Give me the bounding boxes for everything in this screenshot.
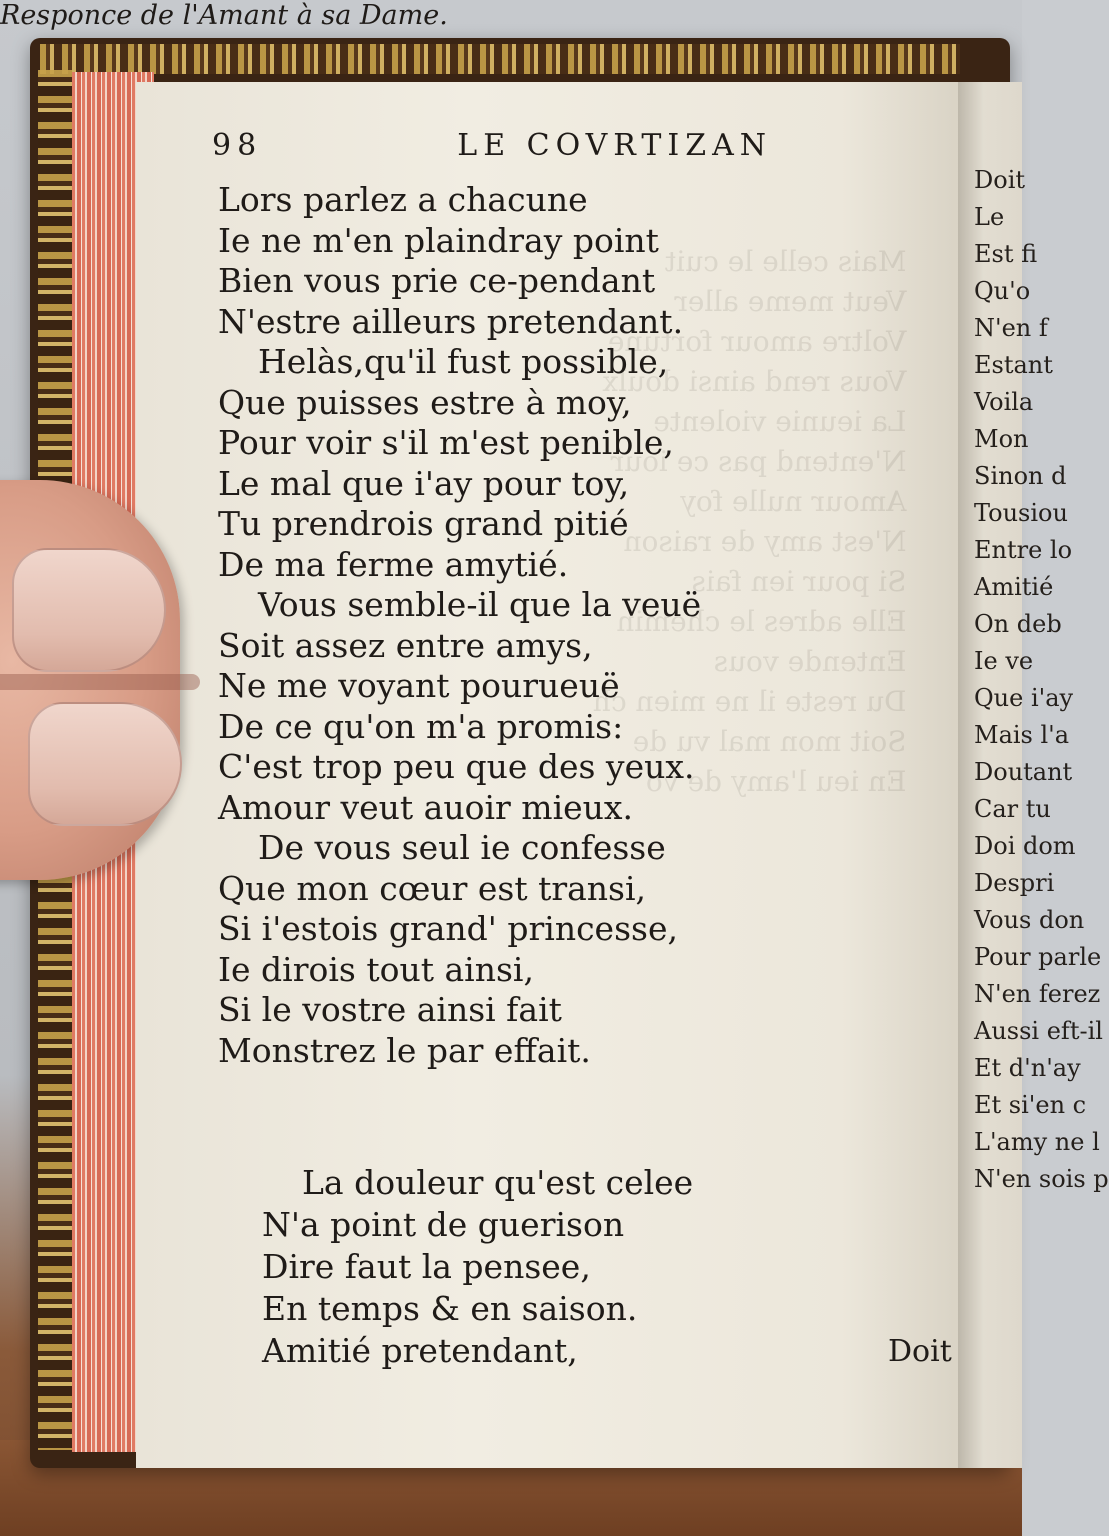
- verse-line: Monstrez le par effait.: [218, 1030, 591, 1070]
- facing-page-line: Tousiou: [974, 499, 1068, 527]
- verse-line: C'est trop peu que des yeux.: [218, 747, 695, 786]
- verse-line: Ie ne m'en plaindray point: [218, 220, 659, 260]
- verse-line: De vous seul ie confesse: [258, 828, 666, 867]
- finger-nail: [12, 548, 166, 672]
- facing-page-line: Voila: [974, 388, 1034, 416]
- verse-line: Amitié pretendant,: [262, 1331, 578, 1370]
- verse-line: Que mon cœur est transi,: [218, 868, 647, 908]
- verse-line: De ma ferme amytié.: [218, 544, 569, 584]
- facing-page-line: Despri: [974, 869, 1055, 897]
- verse-top: [218, 180, 701, 1071]
- facing-page-line: Pour parle: [974, 943, 1102, 971]
- facing-page-line: N'en ferez: [974, 980, 1101, 1008]
- verse-line: La douleur qu'est celee: [302, 1163, 694, 1202]
- verse-line: Soit assez entre amys,: [218, 625, 593, 665]
- verse-bottom: [262, 1162, 693, 1372]
- gilt-top-edge: [40, 44, 960, 74]
- facing-page-line: N'en sois p: [974, 1165, 1109, 1193]
- verse-line: Lors parlez a chacune: [218, 180, 588, 219]
- section-heading: Responce de l'Amant à sa Dame.: [0, 0, 448, 31]
- facing-page-line: Vous don: [974, 906, 1085, 934]
- facing-page-line: On deb: [974, 610, 1062, 638]
- verse-line: Dire faut la pensee,: [262, 1247, 591, 1286]
- running-header: [212, 128, 772, 163]
- verse-line: Helàs,qu'il fust possible,: [258, 342, 669, 381]
- facing-page-line: Doutant: [974, 758, 1073, 786]
- verse-line: N'a point de guerison: [262, 1205, 625, 1244]
- finger-nail: [28, 702, 182, 826]
- facing-page-line: Doi dom: [974, 832, 1076, 860]
- facing-page-line: Le: [974, 203, 1005, 231]
- facing-page-line: Ie ve: [974, 647, 1034, 675]
- verse-line: Ie dirois tout ainsi,: [218, 949, 534, 989]
- show-through-text: Mais celle le cuit Veut meme aller Voltre amour fortuné Vous rend ainsi doulx La ieunie violente N'entend pas ce iour Amour nulle foy N'est amy de raison Si pour ien fais Elle adres le chemin Entende vous Du reste il ne mien ch Soit mon mal vu de En ieu l'amy de vo: [592, 245, 906, 798]
- verse-line: Si le vostre ainsi fait: [218, 990, 562, 1029]
- verse-line: Pour voir s'il m'est penible,: [218, 423, 674, 462]
- facing-page-line: Qu'o: [974, 277, 1031, 305]
- facing-page-text: [974, 162, 1109, 1198]
- facing-page-line: Mon: [974, 425, 1029, 453]
- verse-line: En temps & en saison.: [262, 1289, 638, 1328]
- facing-page-line: Et d'n'ay: [974, 1054, 1081, 1082]
- verse-line: Tu prendrois grand pitié: [218, 504, 629, 543]
- facing-page-line: Car tu: [974, 795, 1051, 823]
- verse-line: Bien vous prie ce-pendant: [218, 261, 656, 300]
- verse-line: De ce qu'on m'a promis:: [218, 706, 624, 746]
- facing-page-line: Entre lo: [974, 536, 1073, 564]
- facing-page-line: L'amy ne l: [974, 1128, 1100, 1156]
- verse-line: Ne me voyant pourueuë: [218, 666, 620, 705]
- catchword: Doit: [888, 1334, 952, 1369]
- facing-page-line: Amitié: [974, 573, 1054, 601]
- facing-page-line: Doit: [974, 166, 1026, 194]
- verse-line: Si i'estois grand' princesse,: [218, 909, 678, 948]
- verse-line: Le mal que i'ay pour toy,: [218, 463, 630, 503]
- facing-page-line: Et si'en c: [974, 1091, 1087, 1119]
- facing-page-line: Que i'ay: [974, 684, 1074, 712]
- verse-line: Amour veut auoir mieux.: [218, 787, 634, 827]
- thumb-knuckle: [0, 674, 200, 690]
- facing-page-line: Aussi eft-il: [974, 1017, 1103, 1045]
- verse-line: Que puisses estre à moy,: [218, 382, 632, 422]
- page-number: 98: [212, 128, 263, 163]
- verse-line: Vous semble-il que la veuë: [258, 585, 702, 624]
- facing-page-line: Mais l'a: [974, 721, 1070, 749]
- facing-page-line: Estant: [974, 351, 1053, 379]
- facing-page-line: Est fi: [974, 240, 1038, 268]
- running-title: LE COVRTIZAN: [457, 128, 772, 163]
- facing-page-line: Sinon d: [974, 462, 1067, 490]
- facing-page-line: N'en f: [974, 314, 1048, 342]
- verse-line: N'estre ailleurs pretendant.: [218, 301, 684, 341]
